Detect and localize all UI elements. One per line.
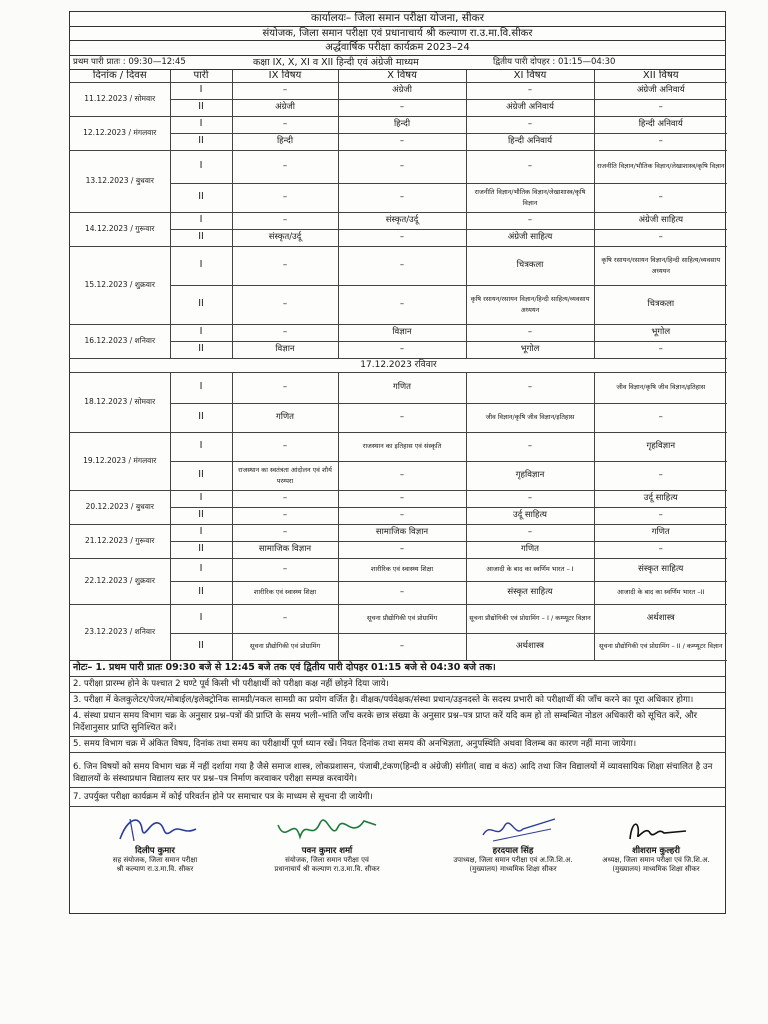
x-subject-cell: अंग्रेजी — [338, 82, 466, 99]
schedule-table — [70, 70, 727, 661]
x-subject-cell: – — [338, 246, 466, 285]
date-cell: 16.12.2023 / शनिवार — [70, 324, 170, 358]
signatory-title-4b: (मुख्यालय) माध्यमिक शिक्षा सीकर — [612, 864, 700, 873]
xi-subject-cell: संस्कृत साहित्य — [466, 581, 594, 604]
xii-subject-cell: – — [594, 507, 727, 524]
shift-cell: I — [170, 212, 232, 229]
x-subject-cell: – — [338, 461, 466, 490]
date-cell: 18.12.2023 / सोमवार — [70, 372, 170, 432]
x-subject-cell: गणित — [338, 372, 466, 403]
col-header-shift: पारी — [170, 70, 232, 83]
shift2-text: द्वितीय पारी दोपहर : 01:15—04:30 — [493, 56, 616, 67]
ix-subject-cell: – — [232, 507, 338, 524]
x-subject-cell: – — [338, 490, 466, 507]
date-cell: 23.12.2023 / शनिवार — [70, 604, 170, 660]
xi-subject-cell: – — [466, 490, 594, 507]
shift-cell: I — [170, 82, 232, 99]
signatory-title-3b: (मुख्यालय) माध्यमिक शिक्षा सीकर — [469, 864, 557, 873]
xi-subject-cell: राजनीति विज्ञान/भौतिक विज्ञान/लेखाशास्त्र/कृषि विज्ञान — [466, 183, 594, 212]
schedule-row — [70, 524, 727, 541]
shift-cell: II — [170, 507, 232, 524]
xi-subject-cell: चित्रकला — [466, 246, 594, 285]
x-subject-cell: – — [338, 229, 466, 246]
signatory-title-1b: श्री कल्याण रा.उ.मा.वि. सीकर — [116, 864, 194, 873]
shift-cell: II — [170, 403, 232, 432]
schedule-row — [70, 150, 727, 183]
x-subject-cell: – — [338, 581, 466, 604]
date-cell: 19.12.2023 / मंगलवार — [70, 432, 170, 490]
x-subject-cell: हिन्दी — [338, 116, 466, 133]
xii-subject-cell: राजनीति विज्ञान/भौतिक विज्ञान/लेखाशास्त्र/कृषि विज्ञान — [594, 150, 727, 183]
shift-cell: I — [170, 558, 232, 581]
signature-block-1 — [90, 811, 220, 874]
x-subject-cell: – — [338, 541, 466, 558]
x-subject-cell: – — [338, 403, 466, 432]
x-subject-cell: संस्कृत/उर्दू — [338, 212, 466, 229]
xi-subject-cell: – — [466, 324, 594, 341]
note-6: 6. जिन विषयों को समय विभाग चक्र में नहीं दर्शाया गया है जैसे समाज शास्त्र, लोकप्रशासन, पंजाबी,टंकण(हिन्दी व अंग्रेजी) संगीत( वाद्य व कंठ) आदि तथा जिन विद्यालयों में व्यावसायिक शिक्षा संचालित है उन विद्यालयों के संस्थाप्रधान विद्यालय स्तर पर प्रश्न–पत्र निर्माण करवाकर परीक्षा सम्पन्न करवायेंगे। — [70, 753, 725, 788]
date-cell: 20.12.2023 / बुधवार — [70, 490, 170, 524]
signatory-title-3a: उपाध्यक्ष, जिला समान परीक्षा एवं अ.जि.शि.अ. — [453, 855, 573, 864]
x-subject-cell: राजस्थान का इतिहास एवं संस्कृति — [338, 432, 466, 461]
ix-subject-cell: सामाजिक विज्ञान — [232, 541, 338, 558]
col-header-xii: XII विषय — [594, 70, 727, 83]
xi-subject-cell: जीव विज्ञान/कृषि जीव विज्ञान/इतिहास — [466, 403, 594, 432]
shift-cell: II — [170, 461, 232, 490]
signatory-name-1: दिलीप कुमार — [135, 845, 175, 856]
x-subject-cell: – — [338, 99, 466, 116]
col-header-x: X विषय — [338, 70, 466, 83]
xi-subject-cell: अर्थशास्त्र — [466, 633, 594, 660]
xi-subject-cell: भूगोल — [466, 341, 594, 358]
program-title: अर्द्धवार्षिक परीक्षा कार्यक्रम 2023–24 — [70, 41, 725, 56]
ix-subject-cell: अंग्रेजी — [232, 99, 338, 116]
signatures-section — [70, 807, 725, 917]
xi-subject-cell: – — [466, 150, 594, 183]
note-1: नोटः– 1. प्रथम पारी प्रातः 09:30 बजे से 12:45 बजे तक एवं द्वितीय पारी दोपहर 01:15 बजे से 04:30 बजे तक। — [70, 661, 725, 677]
xii-subject-cell: हिन्दी अनिवार्य — [594, 116, 727, 133]
xii-subject-cell: – — [594, 99, 727, 116]
date-cell: 11.12.2023 / सोमवार — [70, 82, 170, 116]
ix-subject-cell: – — [232, 183, 338, 212]
ix-subject-cell: – — [232, 490, 338, 507]
signatory-title-2a: संयोजक, जिला समान परीक्षा एवं — [285, 855, 369, 864]
schedule-header-row — [70, 70, 727, 83]
shift-cell: I — [170, 432, 232, 461]
schedule-row — [70, 324, 727, 341]
xi-subject-cell: हिन्दी अनिवार्य — [466, 133, 594, 150]
xi-subject-cell: – — [466, 372, 594, 403]
xii-subject-cell: आजादी के बाद का स्वर्णिम भारत –II — [594, 581, 727, 604]
ix-subject-cell: – — [232, 150, 338, 183]
ix-subject-cell: – — [232, 116, 338, 133]
xi-subject-cell: अंग्रेजी साहित्य — [466, 229, 594, 246]
signatory-name-2: पवन कुमार शर्मा — [301, 845, 353, 856]
x-subject-cell: – — [338, 507, 466, 524]
ix-subject-cell: – — [232, 82, 338, 99]
x-subject-cell: सूचना प्रौद्योगिकी एवं प्रोग्रामिंग — [338, 604, 466, 633]
date-cell: 13.12.2023 / बुधवार — [70, 150, 170, 212]
xii-subject-cell: – — [594, 541, 727, 558]
signatory-title-1a: सह संयोजक, जिला समान परीक्षा — [112, 855, 198, 864]
xii-subject-cell: – — [594, 403, 727, 432]
xii-subject-cell: – — [594, 133, 727, 150]
x-subject-cell: – — [338, 183, 466, 212]
xi-subject-cell: उर्दू साहित्य — [466, 507, 594, 524]
x-subject-cell: – — [338, 285, 466, 324]
xi-subject-cell: कृषि रसायन/रसायन विज्ञान/हिन्दी साहित्य/व्यवसाय अध्ययन — [466, 285, 594, 324]
note-3: 3. परीक्षा में केलकुलेटर/पेजर/मोबाईल/इलेक्ट्रोनिक सामग्री/नकल सामग्री का प्रयोग वर्जित है। वीक्षक/पर्यवेक्षक/संस्था प्रधान/उड़नदस्ते के सदस्य प्रभारी को परीक्षार्थी की जाँच करने का पूरा अधिकार होगा। — [70, 693, 725, 709]
xi-subject-cell: – — [466, 116, 594, 133]
schedule-row — [70, 372, 727, 403]
col-header-date: दिनांक / दिवस — [70, 70, 170, 83]
xii-subject-cell: भूगोल — [594, 324, 727, 341]
schedule-body — [70, 82, 727, 660]
schedule-row — [70, 82, 727, 99]
xii-subject-cell: – — [594, 461, 727, 490]
shift-cell: II — [170, 229, 232, 246]
note-4: 4. संस्था प्रधान समय विभाग चक्र के अनुसार प्रश्न–पत्रों की प्राप्ति के समय भली–भांति जाँच करके छात्र संख्या के अनुसार प्रश्न–पत्र प्राप्त करें यदि कम हो तो सम्बन्धित नोडल अधिकारी को सूचित करें, और निर्देशानुसार प्राप्ति सुनिश्चित करें। — [70, 709, 725, 737]
xi-subject-cell: गणित — [466, 541, 594, 558]
note-5: 5. समय विभाग चक्र में अंकित विषय, दिनांक तथा समय का परीक्षार्थी पूर्ण ध्यान रखें। नियत दिनांक तथा समय की अनभिज्ञता, अनुपस्थिति अथवा विलम्ब का कारण नहीं माना जायेगा। — [70, 737, 725, 753]
ix-subject-cell: संस्कृत/उर्दू — [232, 229, 338, 246]
signatory-title-2b: प्रधानाचार्य श्री कल्याण रा.उ.मा.वि. सीकर — [274, 864, 380, 873]
shift1-text: प्रथम पारी प्रातः : 09:30—12:45 — [73, 56, 186, 67]
x-subject-cell: – — [338, 150, 466, 183]
xi-subject-cell: अंग्रेजी अनिवार्य — [466, 99, 594, 116]
schedule-row — [70, 212, 727, 229]
ix-subject-cell: हिन्दी — [232, 133, 338, 150]
xii-subject-cell: अर्थशास्त्र — [594, 604, 727, 633]
xii-subject-cell: सूचना प्रौद्योगिकी एवं प्रोग्रामिंग – II / कम्प्यूटर विज्ञान — [594, 633, 727, 660]
shift-cell: I — [170, 604, 232, 633]
xii-subject-cell: अंग्रेजी साहित्य — [594, 212, 727, 229]
date-cell: 14.12.2023 / गुरूवार — [70, 212, 170, 246]
ix-subject-cell: गणित — [232, 403, 338, 432]
ix-subject-cell: – — [232, 604, 338, 633]
holiday-label: 17.12.2023 रविवार — [70, 358, 727, 372]
shift-cell: I — [170, 490, 232, 507]
schedule-row — [70, 116, 727, 133]
signatory-name-4: शीशराम कुल्हरी — [632, 845, 680, 856]
xii-subject-cell: गृहविज्ञान — [594, 432, 727, 461]
date-cell: 15.12.2023 / शुक्रवार — [70, 246, 170, 324]
x-subject-cell: विज्ञान — [338, 324, 466, 341]
shift-cell: I — [170, 524, 232, 541]
ix-subject-cell: – — [232, 432, 338, 461]
xii-subject-cell: गणित — [594, 524, 727, 541]
schedule-row — [70, 246, 727, 285]
signature-image-4 — [616, 811, 696, 847]
schedule-row — [70, 604, 727, 633]
shift-cell: I — [170, 246, 232, 285]
x-subject-cell: – — [338, 133, 466, 150]
schedule-row — [70, 490, 727, 507]
ix-subject-cell: राजस्थान का स्वतंत्रता आंदोलन एवं शौर्य परम्परा — [232, 461, 338, 490]
xi-subject-cell: गृहविज्ञान — [466, 461, 594, 490]
ix-subject-cell: सूचना प्रौद्योगिकी एवं प्रोग्रामिंग — [232, 633, 338, 660]
x-subject-cell: – — [338, 341, 466, 358]
ix-subject-cell: – — [232, 524, 338, 541]
x-subject-cell: शारीरिक एवं स्वास्थ्य शिक्षा — [338, 558, 466, 581]
shift-cell: II — [170, 133, 232, 150]
date-cell: 12.12.2023 / मंगलवार — [70, 116, 170, 150]
xii-subject-cell: कृषि रसायन/रसायन विज्ञान/हिन्दी साहित्य/व्यवसाय अध्ययन — [594, 246, 727, 285]
shift-cell: I — [170, 372, 232, 403]
shift-cell: II — [170, 183, 232, 212]
xi-subject-cell: सूचना प्रौद्योगिकी एवं प्रोग्रामिंग – I / कम्प्यूटर विज्ञान — [466, 604, 594, 633]
shift-cell: II — [170, 581, 232, 604]
xii-subject-cell: जीव विज्ञान/कृषि जीव विज्ञान/इतिहास — [594, 372, 727, 403]
shift-cell: I — [170, 116, 232, 133]
shift-cell: II — [170, 541, 232, 558]
x-subject-cell: सामाजिक विज्ञान — [338, 524, 466, 541]
ix-subject-cell: विज्ञान — [232, 341, 338, 358]
signature-image-1 — [110, 811, 200, 847]
xii-subject-cell: उर्दू साहित्य — [594, 490, 727, 507]
notes-section — [70, 661, 725, 807]
schedule-row — [70, 432, 727, 461]
xi-subject-cell: – — [466, 82, 594, 99]
shift-cell: II — [170, 341, 232, 358]
signatory-title-4a: अध्यक्ष, जिला समान परीक्षा एवं जि.शि.अ. — [602, 855, 710, 864]
ix-subject-cell: शारीरिक एवं स्वास्थ्य शिक्षा — [232, 581, 338, 604]
shift-cell: II — [170, 99, 232, 116]
col-header-ix: IX विषय — [232, 70, 338, 83]
col-header-xi: XI विषय — [466, 70, 594, 83]
xii-subject-cell: अंग्रेजी अनिवार्य — [594, 82, 727, 99]
signature-block-3 — [438, 811, 588, 874]
shift-cell: I — [170, 150, 232, 183]
xii-subject-cell: चित्रकला — [594, 285, 727, 324]
xii-subject-cell: – — [594, 183, 727, 212]
shift-cell: I — [170, 324, 232, 341]
ix-subject-cell: – — [232, 285, 338, 324]
signature-image-2 — [272, 811, 382, 847]
date-cell: 21.12.2023 / गुरूवार — [70, 524, 170, 558]
schedule-row — [70, 558, 727, 581]
signature-block-4 — [588, 811, 724, 874]
xii-subject-cell: – — [594, 229, 727, 246]
signature-block-2 — [242, 811, 412, 874]
signature-image-3 — [463, 811, 563, 847]
office-title: कार्यालयः– जिला समान परीक्षा योजना, सीकर — [70, 12, 725, 27]
ix-subject-cell: – — [232, 558, 338, 581]
ix-subject-cell: – — [232, 212, 338, 229]
x-subject-cell: – — [338, 633, 466, 660]
convener-line: संयोजक, जिला समान परीक्षा एवं प्रधानाचार्य श्री कल्याण रा.उ.मा.वि.सीकर — [70, 27, 725, 42]
xi-subject-cell: – — [466, 524, 594, 541]
xii-subject-cell: – — [594, 341, 727, 358]
shift-info-row — [70, 56, 725, 70]
note-2: 2. परीक्षा प्रारम्भ होने के पश्चात 2 घण्टे पूर्व किसी भी परीक्षार्थी को परीक्षा कक्ष नहीं छोड़ने दिया जाये। — [70, 677, 725, 693]
shift-cell: II — [170, 285, 232, 324]
xi-subject-cell: आजादी के बाद का स्वर्णिम भारत – I — [466, 558, 594, 581]
xi-subject-cell: – — [466, 432, 594, 461]
xi-subject-cell: – — [466, 212, 594, 229]
xii-subject-cell: संस्कृत साहित्य — [594, 558, 727, 581]
classes-text: कक्षा IX, X, XI व XII हिन्दी एवं अंग्रेजी माध्यम — [253, 56, 419, 68]
date-cell: 22.12.2023 / शुक्रवार — [70, 558, 170, 604]
note-7: 7. उपर्युक्त परीक्षा कार्यक्रम में कोई परिवर्तन होने पर समाचार पत्र के माध्यम से सूचना दी जायेगी। — [70, 788, 725, 807]
ix-subject-cell: – — [232, 246, 338, 285]
exam-schedule-document — [69, 11, 726, 914]
ix-subject-cell: – — [232, 324, 338, 341]
holiday-row — [70, 358, 727, 372]
signatory-name-3: हरदयाल सिंह — [492, 845, 534, 856]
ix-subject-cell: – — [232, 372, 338, 403]
shift-cell: II — [170, 633, 232, 660]
